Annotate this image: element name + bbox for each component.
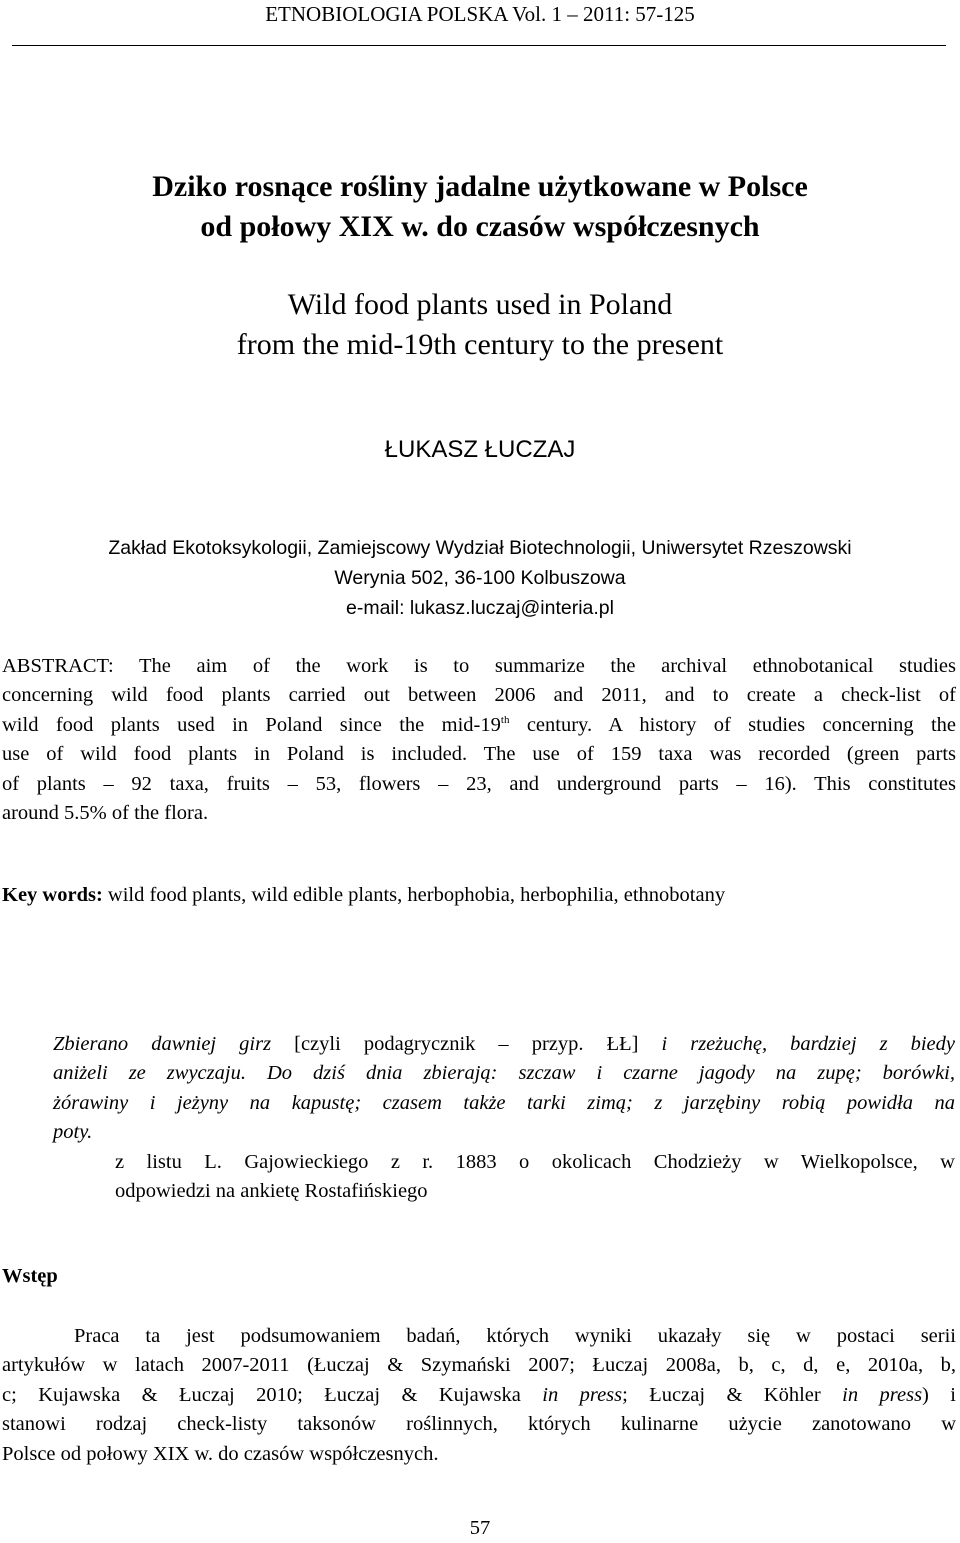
title-pl-line-2: od połowy XIX w. do czasów współczesnych — [200, 210, 760, 243]
affiliation-line-2: Werynia 502, 36-100 Kolbuszowa — [334, 567, 626, 589]
affiliation-line-1: Zakład Ekotoksykologii, Zamiejscowy Wydział Biotechnologii, Uniwersytet Rzeszowski — [108, 537, 852, 559]
affiliation-email: e-mail: lukasz.luczaj@interia.pl — [346, 597, 614, 619]
epigraph — [53, 1030, 955, 1148]
intro-line: Polsce od połowy XIX w. do czasów współczesnych. — [2, 1442, 439, 1465]
epigraph-source — [115, 1148, 955, 1207]
section-heading: Wstęp — [2, 1265, 58, 1287]
title-en-line-2: from the mid-19th century to the present — [236, 328, 724, 361]
abstract-line: concerning wild food plants carried out between 2006 and 2011, and to create a check-list of — [2, 684, 956, 707]
abstract-line: of plants – 92 taxa, fruits – 53, flowers – 23, and underground parts – 16). This constitutes — [2, 772, 956, 795]
header-rule — [12, 45, 946, 46]
author-name: ŁUKASZ ŁUCZAJ — [384, 436, 576, 463]
intro-paragraph — [2, 1322, 956, 1469]
epigraph-line: aniżeli ze zwyczaju. Do dziś dnia zbierają: szczaw i czarne jagody na zupę; borówki, — [53, 1062, 955, 1085]
title-pl-line-1: Dziko rosnące rośliny jadalne użytkowane w Polsce — [152, 170, 808, 203]
page-number: 57 — [469, 1517, 491, 1539]
epigraph-line: żórawiny i jeżyny na kapustę; czasem także tarki zimą; z jarzębiny robią powidła na — [53, 1091, 955, 1114]
abstract-line: use of wild food plants in Poland is included. The use of 159 taxa was recorded (green parts — [2, 743, 956, 766]
journal-header: ETNOBIOLOGIA POLSKA Vol. 1 – 2011: 57-125 — [265, 2, 695, 26]
intro-line: c; Kujawska & Łuczaj 2010; Łuczaj & Kujawska in press; Łuczaj & Köhler in press) i — [2, 1383, 956, 1406]
epigraph-line: Zbierano dawniej girz [czyli podagrycznik – przyp. ŁŁ] i rzeżuchę, bardziej z biedy — [53, 1033, 956, 1055]
abstract — [2, 652, 956, 828]
epigraph-source-line: z listu L. Gajowieckiego z r. 1883 o okolicach Chodzieży w Wielkopolsce, w — [115, 1151, 955, 1173]
abstract-line: around 5.5% of the flora. — [2, 802, 209, 825]
intro-line: stanowi rodzaj check-listy taksonów roślinnych, których kulinarne użycie zanotowano w — [2, 1413, 956, 1436]
abstract-line: ABSTRACT: The aim of the work is to summarize the archival ethnobotanical studies — [2, 655, 956, 677]
title-en-line-1: Wild food plants used in Poland — [287, 288, 673, 321]
keywords-label: Key words: — [2, 884, 103, 906]
epigraph-source-line: odpowiedzi na ankietę Rostafińskiego — [115, 1180, 428, 1203]
keywords — [2, 884, 956, 907]
intro-line: artykułów w latach 2007-2011 (Łuczaj & Szymański 2007; Łuczaj 2008a, b, c, d, e, 2010a, b, — [2, 1354, 956, 1377]
keywords-text: wild food plants, wild edible plants, herbophobia, herbophilia, ethnobotany — [102, 884, 726, 906]
intro-line: Praca ta jest podsumowaniem badań, których wyniki ukazały się w postaci serii — [74, 1325, 956, 1347]
abstract-line: wild food plants used in Poland since the mid-19th century. A history of studies concerning the — [2, 713, 957, 736]
epigraph-line: poty. — [53, 1121, 93, 1144]
